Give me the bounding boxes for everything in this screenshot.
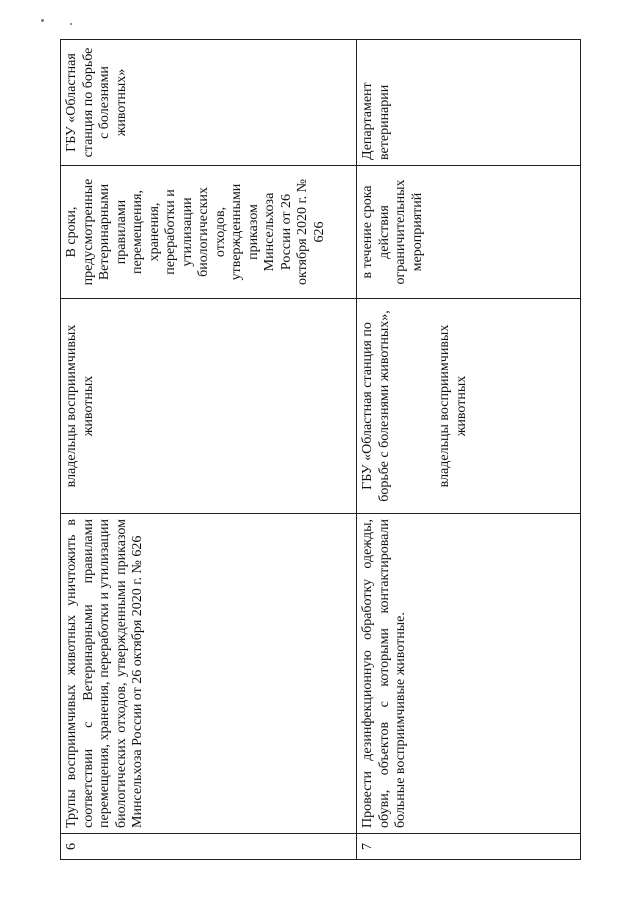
responsible-cell: ГБУ «Областная станция по борьбе с болезнями животных» [61,40,357,166]
executor-text: ГБУ «Областная станция по борьбе с болезнями животных», [360,310,392,502]
executor-cell [61,299,357,514]
table-row [357,40,581,860]
executor-cell [357,299,581,514]
table-row [61,40,357,860]
measure-cell: Провести дезинфекционную обработку одежды, обуви, объектов с которыми контактировали больные восприимчивые животные. [357,514,581,834]
scan-speck [70,23,72,25]
measure-cell: Трупы восприимчивых животных уничтожить в соответствии с Ветеринарными правилами перемещения, хранения, переработки и утилизации биологических отходов, утвержденными приказом Минсельхоза России от 26 октября 2020 г. № 626 [61,514,357,834]
deadline-cell: в течение срока действия ограничительных мероприятий [357,166,581,299]
executor-text: владельцы восприимчивых животных [64,324,96,488]
executor-text: владельцы восприимчивых животных [437,324,469,488]
deadline-cell: В сроки, предусмотренные Ветеринарными правилами перемещения, хранения, переработки и утилизации биологических отходов, утвержденными приказом Минсельхоза России от 26 октября 2020 г. № 626 [61,166,357,299]
executor-gap [393,304,437,508]
row-number: 6 [61,834,357,860]
scan-speck [41,19,44,22]
row-number: 7 [357,834,581,860]
responsible-cell: Департамент ветеринарии [357,40,581,166]
measures-table [60,39,581,860]
document-page [60,40,580,860]
table-rotated-wrapper [60,40,580,860]
